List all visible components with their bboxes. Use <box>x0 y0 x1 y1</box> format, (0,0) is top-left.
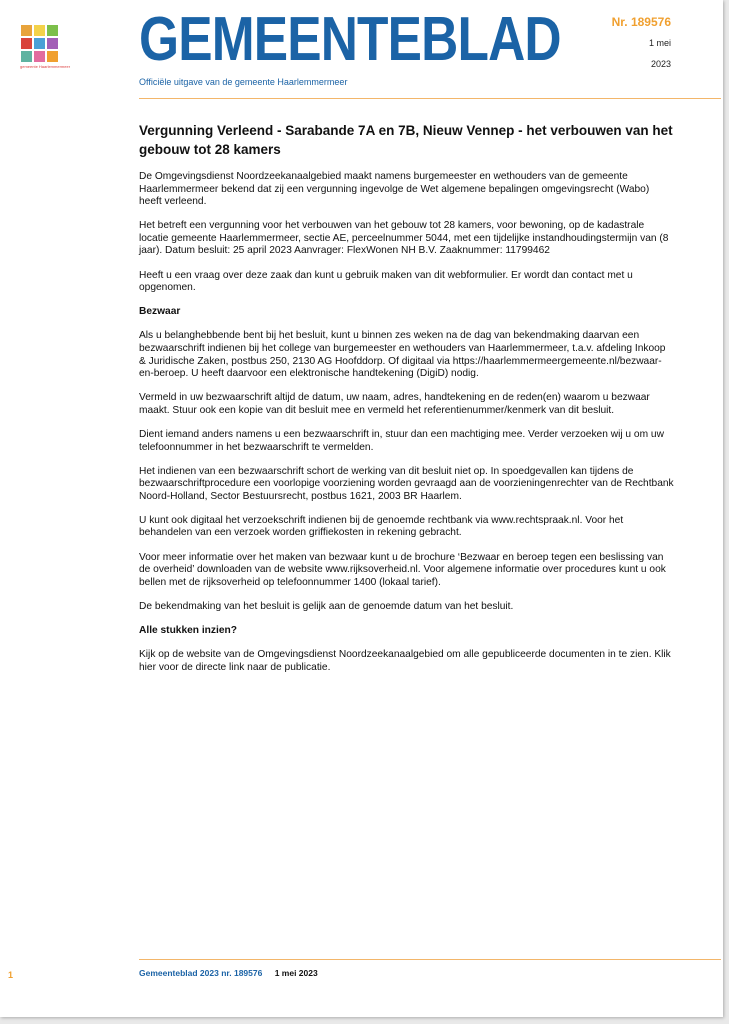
article-paragraph: Heeft u een vraag over deze zaak dan kunt u gebruik maken van dit webformulier. Er wordt dan contact met u opgenomen. <box>139 269 633 294</box>
page-number: 1 <box>8 970 14 980</box>
masthead-title: GEMEENTEBLAD <box>139 5 561 74</box>
article-paragraph: Voor meer informatie over het maken van bezwaar kunt u de brochure ‘Bezwaar en beroep tegen een beslissing van de overheid’ downloaden van de website www.rijksoverheid.nl. Voor algemene informatie over procedures kunt u ook bellen met de rijksoverheid op telefoonnummer 1400 (lokaal tarief). <box>139 551 666 588</box>
footer-date: 1 mei 2023 <box>274 968 318 978</box>
article-paragraph: Dient iemand anders namens u een bezwaarschrift in, stuur dan een machtiging mee. Verder verzoeken wij u om uw telefoonnummer in het bezwaarschrift te vermelden. <box>139 428 664 453</box>
article-paragraph: De bekendmaking van het besluit is gelijk aan de genoemde datum van het besluit. <box>139 600 514 612</box>
article-paragraph: U kunt ook digitaal het verzoekschrift indienen bij de genoemde rechtbank via www.rechtspraak.nl. Voor het behandelen van een verzoek worden griffiekosten in rekening gebracht. <box>139 514 624 539</box>
article-paragraph: Kijk op de website van de Omgevingsdienst Noordzeekanaalgebied om alle gepubliceerde documenten in te zien. Klik hier voor de directe link naar de publicatie. <box>139 649 671 673</box>
masthead-subtitle: Officiële uitgave van de gemeente Haarlemmermeer <box>139 77 348 87</box>
article-paragraph: Het betreft een vergunning voor het verbouwen van het gebouw tot 28 kamers, voor bewoning, op de kadastrale locatie gemeente Haarlemmermeer, sectie AE, perceelnummer 5044, met een tijdelijke instandhoudingstermijn van (8 jaar). Datum besluit: 25 april 2023 Aanvrager: FlexWonen NH B.V. Zaaknummer: 11799462 <box>139 220 669 257</box>
section-heading: Alle stukken inzien? <box>139 624 237 636</box>
article-body <box>139 171 674 674</box>
issue-number: Nr. 189576 <box>611 15 671 29</box>
issue-year: 2023 <box>650 59 671 69</box>
article-paragraph: De Omgevingsdienst Noordzeekanaalgebied maakt namens burgemeester en wethouders van de gemeente Haarlemmermeer bekend dat zij een vergunning ingevolge de Wet algemene bepalingen omgevingsrecht (Wabo) heeft verleend. <box>139 171 650 208</box>
article-paragraph: Vermeld in uw bezwaarschrift altijd de datum, uw naam, adres, handtekening en de reden(en) waarom u bezwaar maakt. Stuur ook een kopie van dit besluit mee en vermeld het referentienummer/kenmerk van dit besluit. <box>139 392 650 416</box>
footer-divider <box>139 959 721 960</box>
footer-publication: Gemeenteblad 2023 nr. 189576 <box>139 968 263 978</box>
header-divider <box>139 98 721 99</box>
issue-date: 1 mei <box>648 38 671 48</box>
article-title: Vergunning Verleend - Sarabande 7A en 7B, Nieuw Vennep - het verbouwen van het gebouw tot 28 kamers <box>139 123 673 157</box>
section-heading: Bezwaar <box>139 306 181 318</box>
article <box>139 121 674 686</box>
article-paragraph: Het indienen van een bezwaarschrift schort de werking van dit besluit niet op. In spoedgevallen kan tijdens de bezwaarschriftprocedure een voorlopige voorziening worden gevraagd aan de voorzieningenrechter van de Rechtbank Noord-Holland, Sector Bestuursrecht, postbus 1621, 2003 BR Haarlem. <box>139 465 674 502</box>
logo-caption: gemeente Haarlemmermeer <box>20 64 71 69</box>
article-paragraph: Als u belanghebbende bent bij het besluit, kunt u binnen zes weken na de dag van bekendmaking daarvan een bezwaarschrift indienen bij het college van burgemeester en wethouders van Haarlemmermeer, t.a.v. afdeling Inkoop & Juridische Zaken, postbus 250, 2130 AG Hoofddorp. Of digitaal via https://haarlemmermeergemeente.nl/bezwaar-en-beroep. U heeft daarvoor een elektronische handtekening (DigiD) nodig. <box>139 330 666 380</box>
footer-citation <box>139 968 318 978</box>
